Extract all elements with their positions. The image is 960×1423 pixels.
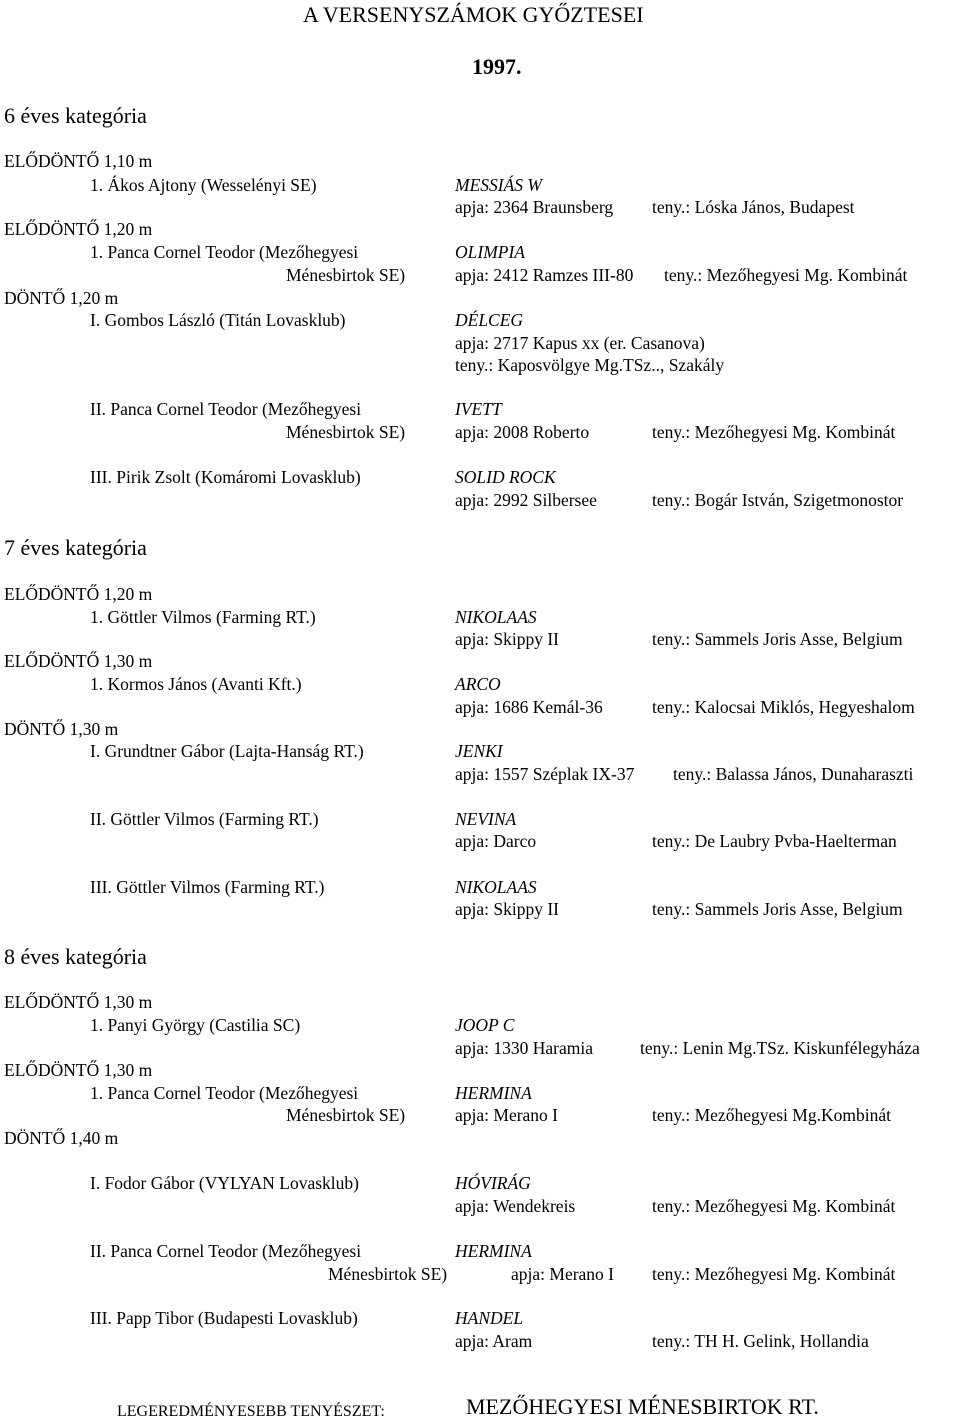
round-label: ELŐDÖNTŐ 1,30 m — [4, 1060, 153, 1080]
sire: apja: 2717 Kapus xx (er. Casanova) — [455, 333, 705, 353]
horse-name: DÉLCEG — [455, 310, 524, 330]
horse-name: OLIMPIA — [455, 242, 525, 262]
round-label: ELŐDÖNTŐ 1,30 m — [4, 992, 153, 1012]
horse-name: NEVINA — [455, 809, 517, 829]
breeder: teny.: Sammels Joris Asse, Belgium — [652, 899, 903, 919]
horse-name: ARCO — [455, 674, 501, 694]
rider: 1. Panca Cornel Teodor (Mezőhegyesi — [90, 1083, 359, 1103]
breeder: teny.: De Laubry Pvba-Haelterman — [652, 831, 897, 851]
horse-name: JOOP C — [455, 1015, 515, 1035]
sire: apja: 2364 Braunsberg — [455, 197, 614, 217]
horse-name: HÓVIRÁG — [455, 1173, 531, 1193]
breeder: teny.: Mezőhegyesi Mg.Kombinát — [652, 1105, 891, 1125]
sire: apja: Wendekreis — [455, 1196, 576, 1216]
round-label: DÖNTŐ 1,30 m — [4, 719, 119, 739]
sire: apja: 2412 Ramzes III-80 — [455, 265, 634, 285]
footer-value: MEZŐHEGYESI MÉNESBIRTOK RT. — [466, 1394, 819, 1419]
sire: apja: Merano I — [455, 1105, 559, 1125]
rider-club: Ménesbirtok SE) — [286, 422, 406, 442]
horse-name: HERMINA — [455, 1083, 532, 1103]
sire: apja: Merano I — [511, 1264, 615, 1284]
breeder: teny.: Lóska János, Budapest — [652, 197, 855, 217]
rider: III. Pirik Zsolt (Komáromi Lovasklub) — [90, 467, 361, 487]
breeder: teny.: Lenin Mg.TSz. Kiskunfélegyháza — [640, 1038, 920, 1058]
rider: 1. Panyi György (Castilia SC) — [90, 1015, 301, 1035]
breeder: teny.: TH H. Gelink, Hollandia — [652, 1331, 869, 1351]
breeder: teny.: Sammels Joris Asse, Belgium — [652, 629, 903, 649]
rider: II. Panca Cornel Teodor (Mezőhegyesi — [90, 1241, 362, 1261]
rider: 1. Panca Cornel Teodor (Mezőhegyesi — [90, 242, 359, 262]
breeder: teny.: Mezőhegyesi Mg. Kombinát — [652, 1196, 896, 1216]
sire: apja: 2008 Roberto — [455, 422, 590, 442]
breeder: teny.: Balassa János, Dunaharaszti — [673, 764, 914, 784]
breeder: teny.: Bogár István, Szigetmonostor — [652, 490, 904, 510]
rider: III. Papp Tibor (Budapesti Lovasklub) — [90, 1308, 358, 1328]
year: 1997. — [472, 54, 522, 79]
round-label: ELŐDÖNTŐ 1,10 m — [4, 151, 153, 171]
breeder: teny.: Kaposvölgye Mg.TSz.., Szakály — [455, 355, 725, 375]
sire: apja: Skippy II — [455, 629, 560, 649]
round-label: ELŐDÖNTŐ 1,20 m — [4, 219, 153, 239]
breeder: teny.: Mezőhegyesi Mg. Kombinát — [652, 422, 896, 442]
breeder: teny.: Mezőhegyesi Mg. Kombinát — [652, 1264, 896, 1284]
sire: apja: 1330 Haramia — [455, 1038, 594, 1058]
section-heading: 8 éves kategória — [4, 944, 147, 969]
rider: 1. Ákos Ajtony (Wesselényi SE) — [90, 175, 317, 195]
horse-name: NIKOLAAS — [455, 607, 537, 627]
rider-club: Ménesbirtok SE) — [286, 265, 406, 285]
horse-name: JENKI — [455, 741, 503, 761]
rider: II. Göttler Vilmos (Farming RT.) — [90, 809, 319, 829]
sire: apja: Aram — [455, 1331, 533, 1351]
breeder: teny.: Kalocsai Miklós, Hegyeshalom — [652, 697, 915, 717]
rider: II. Panca Cornel Teodor (Mezőhegyesi — [90, 399, 362, 419]
page-title: A VERSENYSZÁMOK GYŐZTESEI — [303, 2, 644, 27]
rider: 1. Göttler Vilmos (Farming RT.) — [90, 607, 316, 627]
round-label: ELŐDÖNTŐ 1,20 m — [4, 584, 153, 604]
sire: apja: 1557 Széplak IX-37 — [455, 764, 635, 784]
round-label: ELŐDÖNTŐ 1,30 m — [4, 651, 153, 671]
breeder: teny.: Mezőhegyesi Mg. Kombinát — [664, 265, 908, 285]
horse-name: SOLID ROCK — [455, 467, 556, 487]
horse-name: IVETT — [455, 399, 502, 419]
rider: 1. Kormos János (Avanti Kft.) — [90, 674, 302, 694]
horse-name: HERMINA — [455, 1241, 532, 1261]
round-label: DÖNTŐ 1,20 m — [4, 288, 119, 308]
horse-name: NIKOLAAS — [455, 877, 537, 897]
section-heading: 7 éves kategória — [4, 535, 147, 560]
sire: apja: Skippy II — [455, 899, 560, 919]
sire: apja: 1686 Kemál-36 — [455, 697, 603, 717]
rider: I. Fodor Gábor (VYLYAN Lovasklub) — [90, 1173, 359, 1193]
section-heading: 6 éves kategória — [4, 103, 147, 128]
rider: III. Göttler Vilmos (Farming RT.) — [90, 877, 325, 897]
footer-label: LEGEREDMÉNYESEBB TENYÉSZET: — [117, 1403, 385, 1420]
horse-name: HANDEL — [455, 1308, 524, 1328]
rider-club: Ménesbirtok SE) — [286, 1105, 406, 1125]
round-label: DÖNTŐ 1,40 m — [4, 1128, 119, 1148]
rider-club: Ménesbirtok SE) — [328, 1264, 448, 1284]
horse-name: MESSIÁS W — [455, 175, 542, 195]
sire: apja: Darco — [455, 831, 537, 851]
rider: I. Gombos László (Titán Lovasklub) — [90, 310, 346, 330]
sire: apja: 2992 Silbersee — [455, 490, 597, 510]
rider: I. Grundtner Gábor (Lajta-Hanság RT.) — [90, 741, 364, 761]
